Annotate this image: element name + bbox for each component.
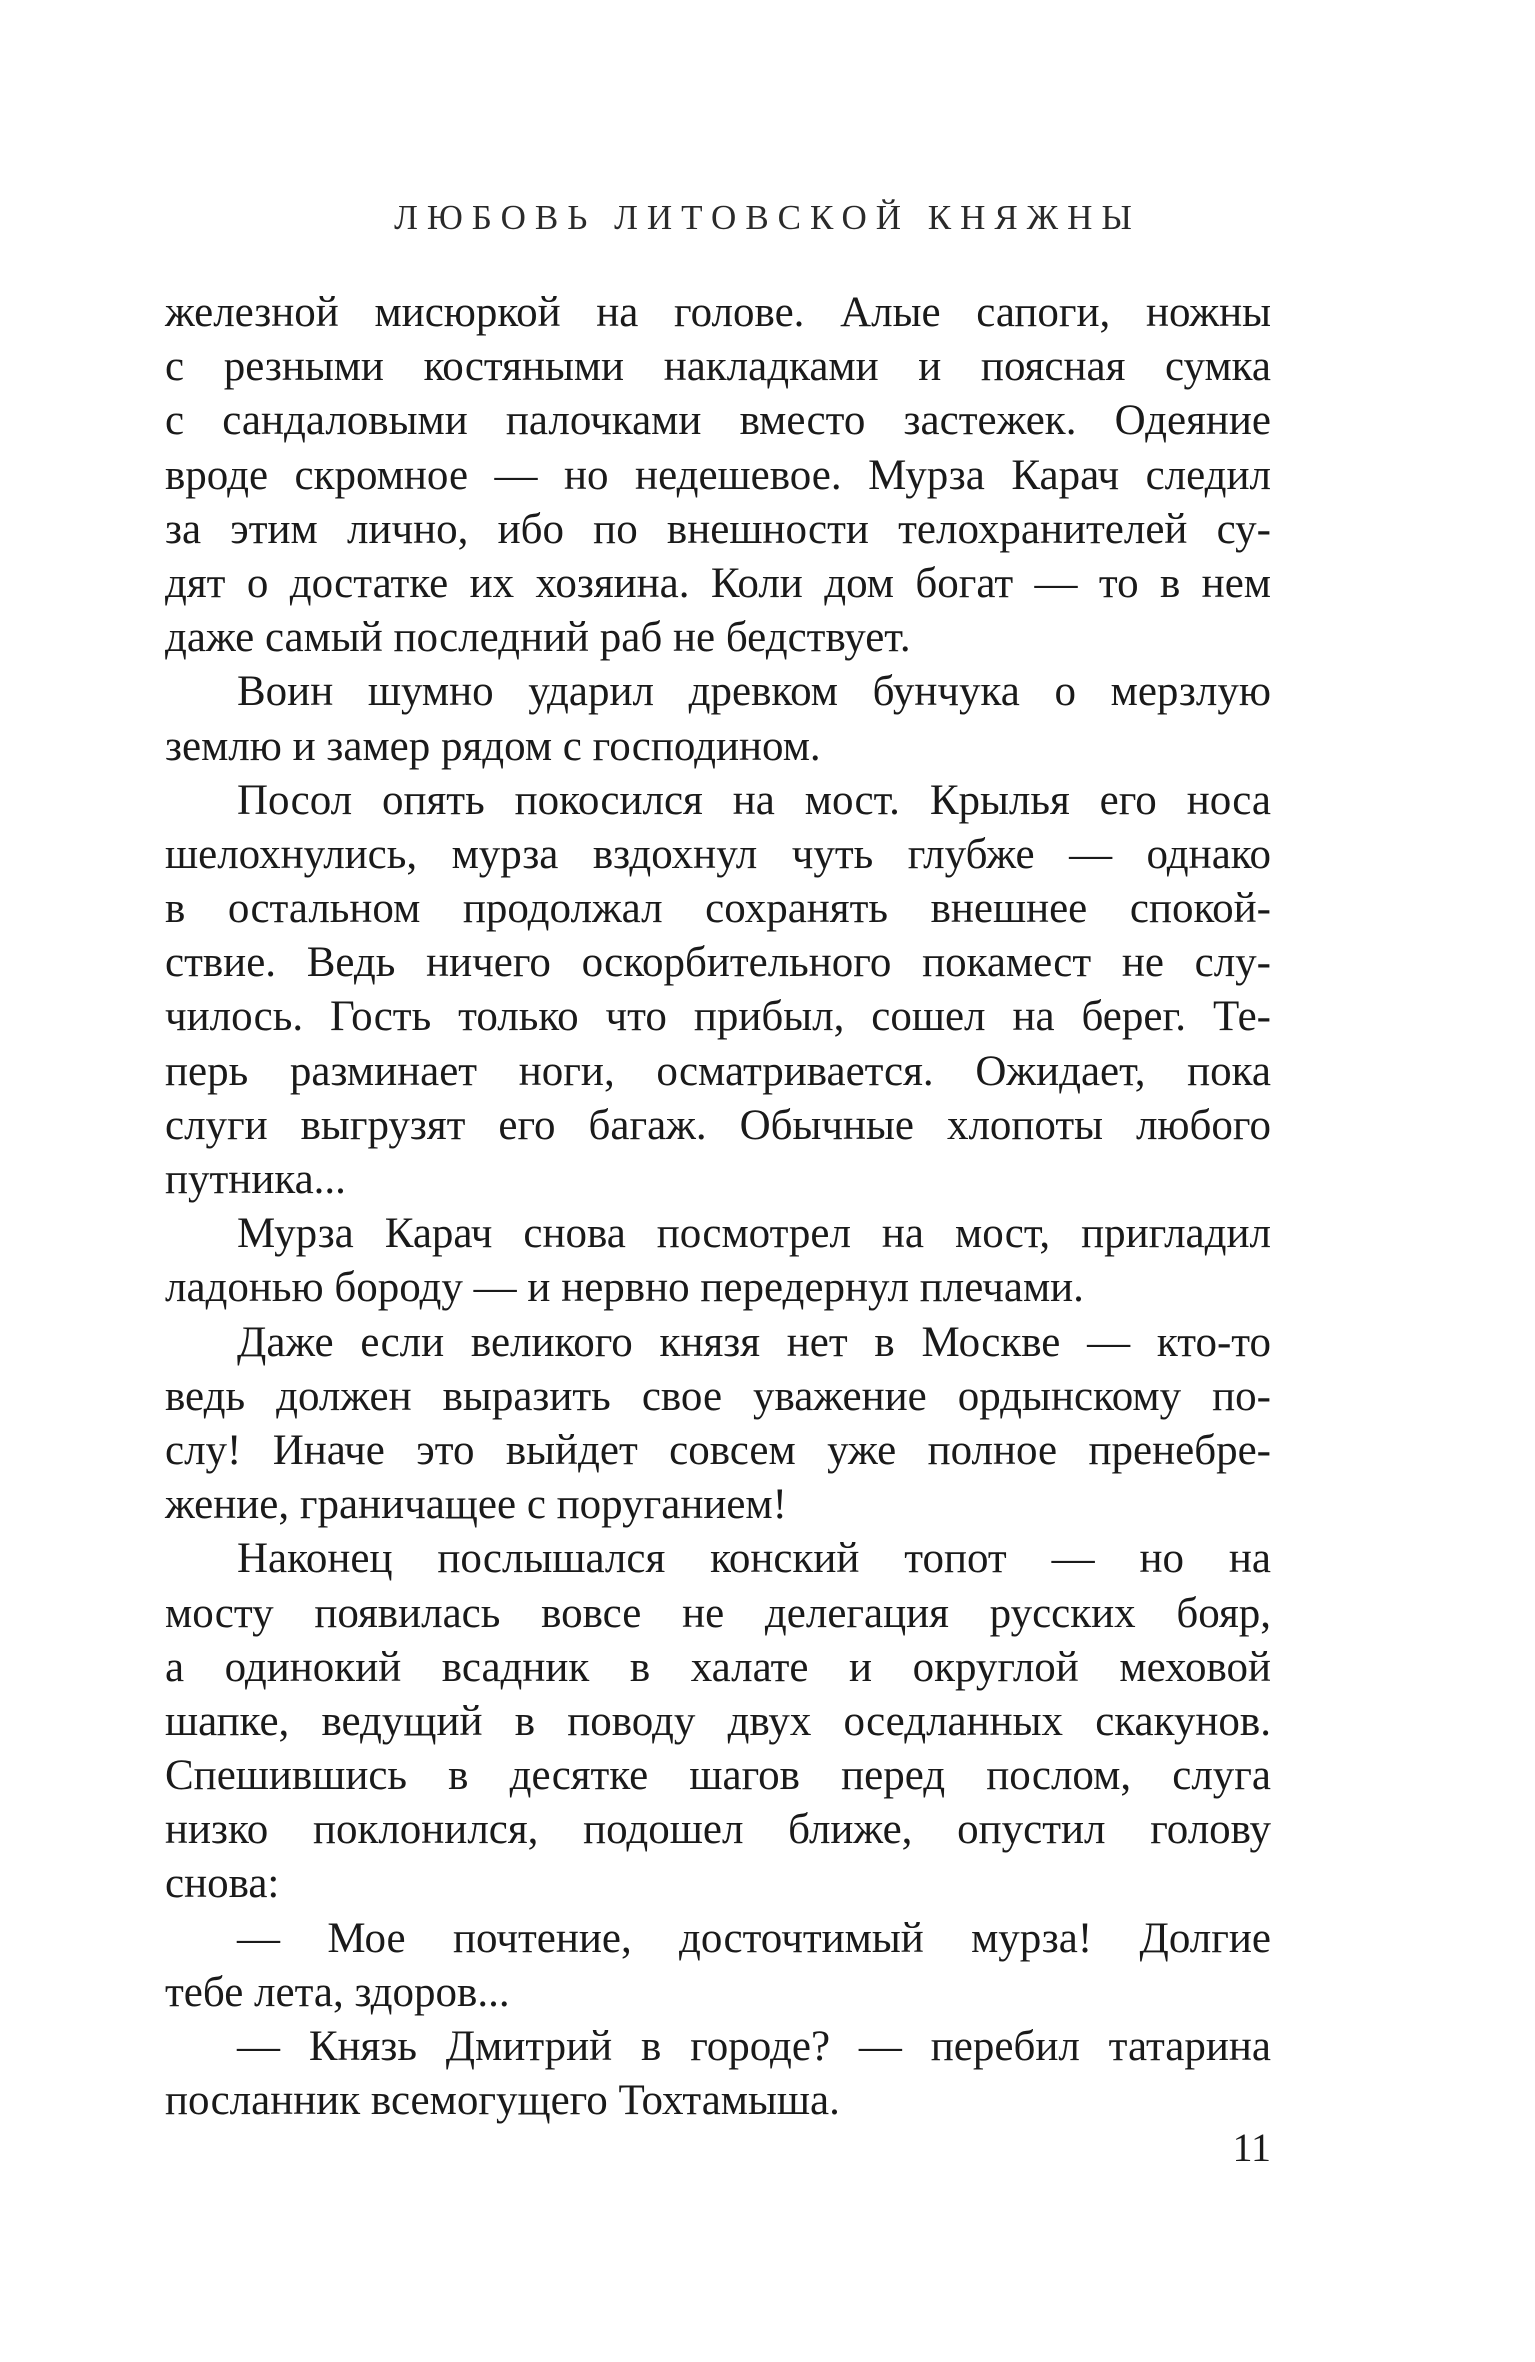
text-line: тебе лета, здоров... (165, 1968, 510, 2016)
text-line: Посол опять покосился на мост. Крылья его носа (237, 776, 1271, 824)
text-line: ведь должен выразить свое уважение ордынскому по- (165, 1372, 1271, 1420)
text-line: в остальном продолжал сохранять внешнее спокой- (165, 885, 1271, 933)
text-line: чилось. Гость только что прибыл, сошел на берег. Те- (165, 993, 1271, 1041)
text-line: мосту появилась вовсе не делегация русских бояр, (165, 1589, 1271, 1637)
text-line: ствие. Ведь ничего оскорбительного покамест не слу- (165, 939, 1271, 987)
text-line: Наконец послышался конский топот — но на (237, 1535, 1271, 1583)
text-line: за этим лично, ибо по внешности телохранителей су- (165, 505, 1271, 553)
text-line: снова: (165, 1860, 280, 1908)
text-line: жение, граничащее с поруганием! (165, 1481, 787, 1529)
text-line: слуги выгрузят его багаж. Обычные хлопоты любого (165, 1101, 1271, 1149)
body-text (165, 286, 1271, 2128)
text-line: Мурза Карач снова посмотрел на мост, пригладил (237, 1210, 1271, 1258)
text-line: землю и замер рядом с господином. (165, 722, 821, 770)
text-line: Даже если великого князя нет в Москве — кто-то (237, 1318, 1271, 1366)
text-line: с сандаловыми палочками вместо застежек. Одеяние (165, 397, 1271, 445)
text-line: а одинокий всадник в халате и округлой меховой (165, 1643, 1271, 1691)
text-line: перь разминает ноги, осматривается. Ожидает, пока (165, 1047, 1271, 1095)
text-line: вроде скромное — но недешевое. Мурза Карач следил (165, 451, 1271, 499)
text-line: низко поклонился, подошел ближе, опустил голову (165, 1806, 1271, 1854)
text-line: путника... (165, 1156, 346, 1203)
text-line: шелохнулись, мурза вздохнул чуть глубже — однако (165, 830, 1271, 878)
text-line: Спешившись в десятке шагов перед послом, слуга (165, 1752, 1271, 1800)
text-line: шапке, ведущий в поводу двух оседланных скакунов. (165, 1697, 1271, 1745)
text-line: слу! Иначе это выйдет совсем уже полное пренебре- (165, 1426, 1271, 1474)
text-line: — Князь Дмитрий в городе? — перебил татарина (237, 2023, 1271, 2070)
running-title: ЛЮБОВЬ ЛИТОВСКОЙ КНЯЖНЫ (394, 198, 1141, 237)
page-number: 11 (1232, 2125, 1271, 2170)
text-line: с резными костяными накладками и поясная сумка (165, 343, 1271, 391)
text-line: железной мисюркой на голове. Алые сапоги, ножны (165, 289, 1271, 336)
text-line: даже самый последний раб не бедствует. (165, 614, 911, 662)
text-line: ладонью бороду — и нервно передернул плечами. (165, 1264, 1084, 1312)
text-line: — Мое почтение, досточтимый мурза! Долгие (237, 1914, 1271, 1962)
text-line: дят о достатке их хозяина. Коли дом богат — то в нем (165, 559, 1271, 607)
text-line: посланник всемогущего Тохтамыша. (165, 2077, 840, 2125)
text-line: Воин шумно ударил древком бунчука о мерзлую (237, 668, 1271, 716)
